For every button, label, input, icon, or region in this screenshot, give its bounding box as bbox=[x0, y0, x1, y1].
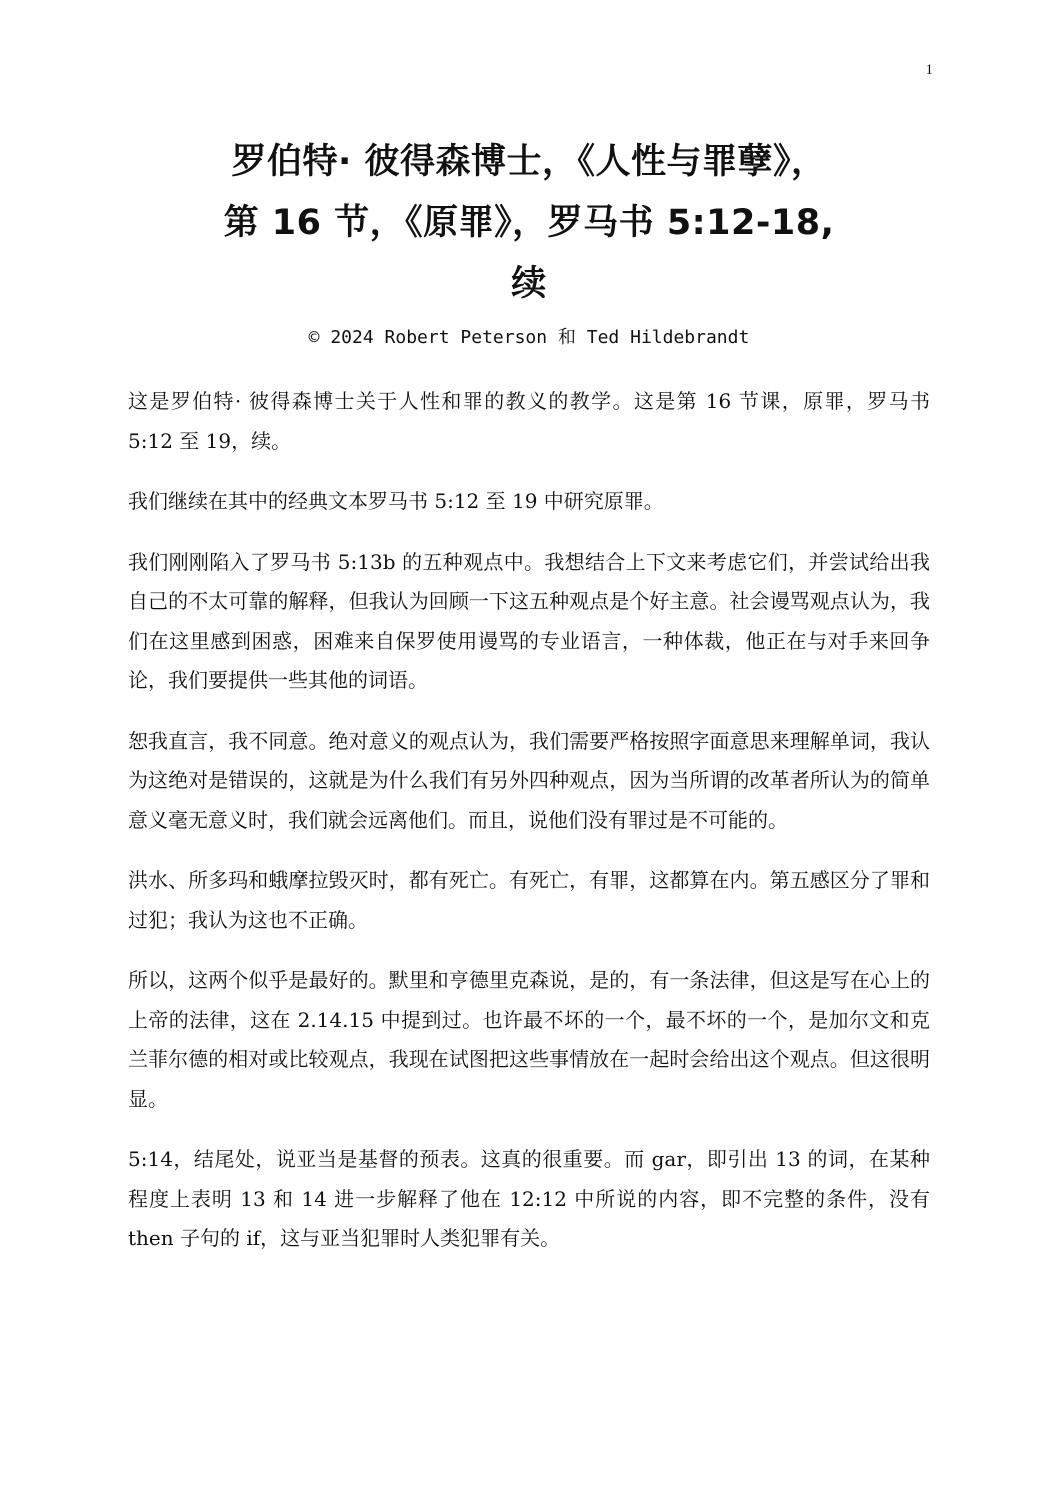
paragraph-1: 这是罗伯特· 彼得森博士关于人性和罪的教义的教学。这是第 16 节课，原罪，罗马书 5:12 至 19，续。 bbox=[128, 389, 930, 453]
paragraph-4: 恕我直言，我不同意。绝对意义的观点认为，我们需要严格按照字面意思来理解单词，我认为这绝对是错误的，这就是为什么我们有另外四种观点，因为当所谓的改革者所认为的简单意义毫无意义时，我们就会远离他们。而且，说他们没有罪过是不可能的。 bbox=[128, 728, 930, 832]
title-line-1: 罗伯特· 彼得森博士，《人性与罪孽》， bbox=[231, 142, 827, 182]
document-title bbox=[0, 132, 1058, 315]
paragraph-2: 我们继续在其中的经典文本罗马书 5:12 至 19 中研究原罪。 bbox=[128, 489, 664, 513]
page-number: 1 bbox=[925, 62, 933, 78]
title-line-3: 续 bbox=[511, 264, 547, 304]
document-body bbox=[128, 382, 930, 1280]
paragraph-5: 洪水、所多玛和蛾摩拉毁灭时，都有死亡。有死亡，有罪，这都算在内。第五感区分了罪和过犯；我认为这也不正确。 bbox=[128, 868, 930, 932]
paragraph-6: 所以，这两个似乎是最好的。默里和亨德里克森说，是的，有一条法律，但这是写在心上的上帝的法律，这在 2.14.15 中提到过。也许最不坏的一个，最不坏的一个，是加尔文和克兰菲尔德的相对或比较观点，我现在试图把这些事情放在一起时会给出这个观点。但这很明显。 bbox=[128, 968, 930, 1111]
title-line-2: 第 16 节，《原罪》，罗马书 5:12-18, bbox=[223, 203, 835, 243]
copyright-notice: © 2024 Robert Peterson 和 Ted Hildebrandt bbox=[308, 327, 750, 348]
paragraph-3: 我们刚刚陷入了罗马书 5:13b 的五种观点中。我想结合上下文来考虑它们，并尝试给出我自己的不太可靠的解释，但我认为回顾一下这五种观点是个好主意。社会谩骂观点认为，我们在这里感到困惑，困难来自保罗使用谩骂的专业语言，一种体裁，他正在与对手来回争论，我们要提供一些其他的词语。 bbox=[128, 549, 930, 692]
paragraph-7: 5:14，结尾处，说亚当是基督的预表。这真的很重要。而 gar，即引出 13 的词，在某种程度上表明 13 和 14 进一步解释了他在 12:12 中所说的内容，即不完整的条件，没有 then 子句的 if，这与亚当犯罪时人类犯罪有关。 bbox=[128, 1147, 930, 1250]
